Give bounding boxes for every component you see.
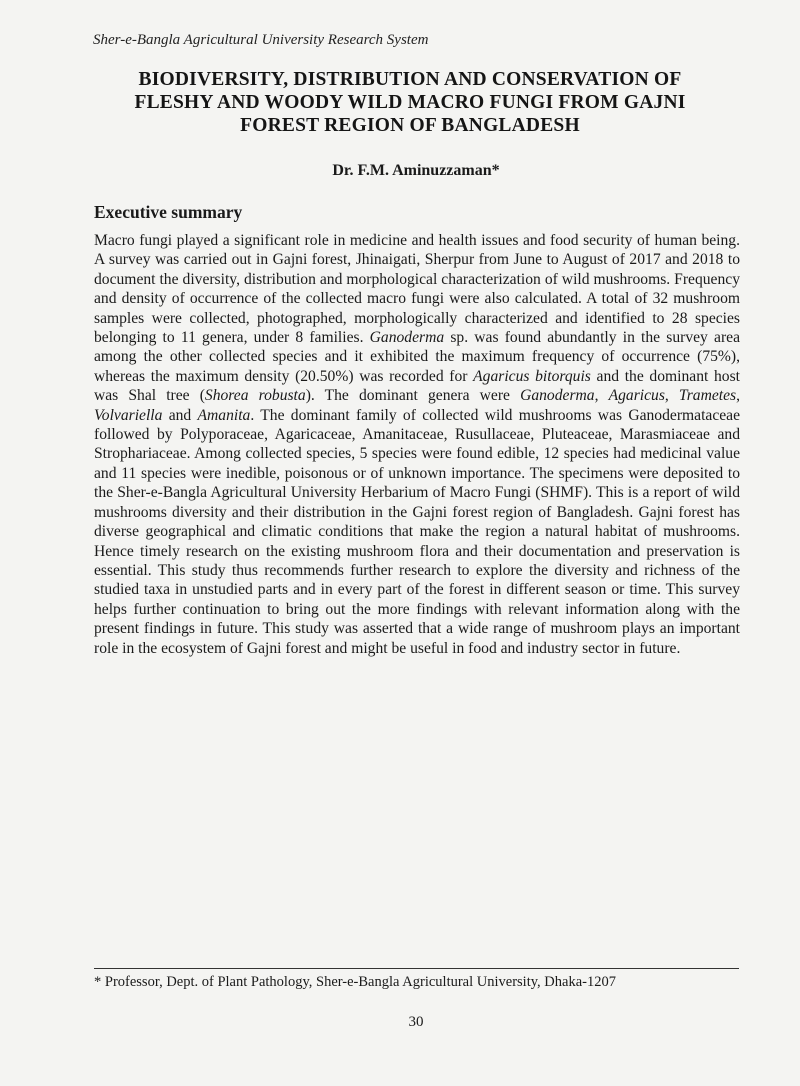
genus-name: Volvariella: [94, 406, 163, 424]
text-run: ,: [664, 387, 679, 405]
footnote-divider: [94, 968, 739, 969]
species-name: Shorea robusta: [204, 387, 306, 405]
text-run: ,: [736, 387, 741, 405]
title-line: FLESHY AND WOODY WILD MACRO FUNGI FROM GAJNI: [134, 92, 686, 113]
title-line: BIODIVERSITY, DISTRIBUTION AND CONSERVATION OF: [138, 69, 682, 90]
title-line: FOREST REGION OF BANGLADESH: [240, 115, 580, 136]
page-number: 30: [408, 1014, 424, 1030]
running-header: Sher-e-Bangla Agricultural University Research System: [93, 32, 429, 48]
species-name: Agaricus bitorquis: [473, 367, 591, 385]
genus-name: Ganoderma: [520, 387, 595, 405]
genus-name: Trametes: [678, 387, 737, 405]
text-run: and: [162, 406, 198, 424]
text-run: ,: [594, 387, 609, 405]
genus-name: Amanita: [197, 406, 251, 424]
text-run: ). The dominant genera were: [305, 387, 521, 405]
footnote: * Professor, Dept. of Plant Pathology, Sher-e-Bangla Agricultural University, Dhaka-1207: [94, 974, 616, 990]
author-name: Dr. F.M. Aminuzzaman*: [332, 162, 500, 179]
text-run: sp. was found abundantly in the survey area among the other collected species and it exhibited the maximum frequency of occurrence (75%), whereas the maximum density (20.50%) was recorded for: [94, 329, 740, 385]
paper-title: [60, 68, 760, 137]
species-name: Ganoderma: [369, 329, 445, 347]
section-heading: Executive summary: [94, 202, 243, 222]
text-run: and the dominant host was Shal tree (: [94, 367, 740, 405]
text-run: Macro fungi played a significant role in medicine and health issues and food security of human being. A survey was carried out in Gajni forest, Jhinaigati, Sherpur from June to August of 2017 and 2018 to document the diversity, distribution and morphological characterization of wild mushrooms. Frequency and density of occurrence of the collected macro fungi were also calculated. A total of 32 mushroom samples were collected, photographed, morphologically characterized and identified to 28 species belonging to 11 genera, under 8 families.: [94, 232, 740, 347]
summary-paragraph: [94, 231, 740, 658]
text-run: . The dominant family of collected wild mushrooms was Ganodermataceae followed by Polyporaceae, Agaricaceae, Amanitaceae, Rusullaceae, Pluteaceae, Marasmiaceae and Strophariaceae. Among collected species, 5 species were found edible, 12 species had medicinal value and 11 species were inedible, poisonous or of unknown importance. The specimens were deposited to the Sher-e-Bangla Agricultural University Herbarium of Macro Fungi (SHMF). This is a report of wild mushrooms diversity and their distribution in the Gajni forest region of Bangladesh. Gajni forest has diverse geographical and climatic conditions that make the region a natural habitat of mushrooms. Hence timely research on the existing mushroom flora and their documentation and preservation is essential. This study thus recommends further research to explore the diversity and richness of the studied taxa in unstudied parts and in every part of the forest in different season or time. This survey helps further continuation to bring out the more findings with relevant information along with the present findings in future. This study was asserted that a wide range of mushroom plays an important role in the ecosystem of Gajni forest and might be useful in food and industry sector in future.: [94, 406, 741, 657]
genus-name: Agaricus: [608, 387, 665, 405]
